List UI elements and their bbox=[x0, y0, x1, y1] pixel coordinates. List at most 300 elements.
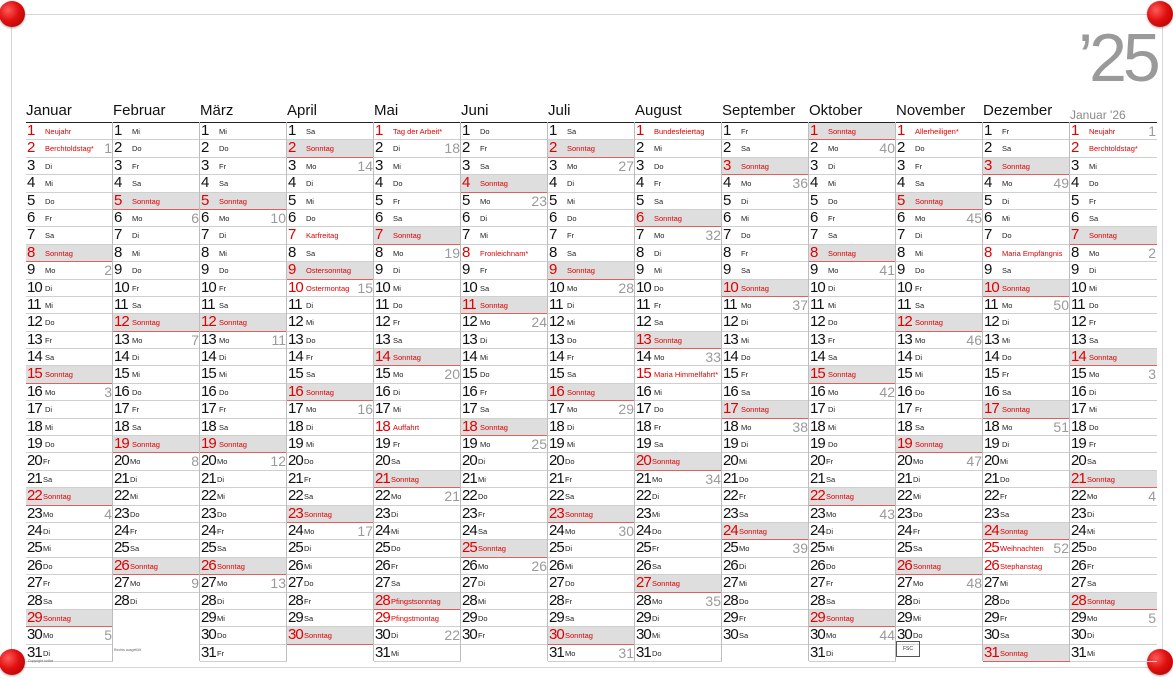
day-number: 10 bbox=[375, 279, 390, 296]
day-row bbox=[113, 401, 200, 418]
day-number: 17 bbox=[810, 401, 825, 418]
pin-top-left bbox=[0, 1, 25, 27]
weekday-label: Sa bbox=[304, 613, 314, 623]
day-number: 19 bbox=[201, 436, 216, 453]
week-number: 15 bbox=[357, 279, 373, 296]
weekday-label: Mi bbox=[306, 196, 314, 206]
day-row bbox=[809, 245, 896, 262]
weekday-label: Mo bbox=[915, 335, 926, 345]
day-number: 28 bbox=[549, 592, 564, 609]
weekday-label: Mi bbox=[1087, 648, 1095, 658]
weekday-label: Do bbox=[478, 613, 488, 623]
day-number: 18 bbox=[114, 418, 129, 435]
holiday-name: Sonntag bbox=[391, 474, 419, 484]
day-number: 6 bbox=[375, 209, 383, 226]
day-row bbox=[200, 540, 287, 557]
day-number: 3 bbox=[27, 157, 35, 174]
day-row bbox=[548, 523, 635, 540]
holiday-name: Sonntag bbox=[43, 613, 71, 623]
day-row bbox=[1070, 193, 1157, 210]
day-row bbox=[200, 558, 287, 575]
day-row bbox=[26, 262, 113, 279]
day-row bbox=[374, 645, 461, 662]
day-row bbox=[374, 401, 461, 418]
weekday-label: Di bbox=[565, 544, 573, 554]
day-number: 21 bbox=[288, 470, 303, 487]
holiday-name: Sonntag bbox=[45, 248, 73, 258]
day-number: 29 bbox=[462, 609, 477, 626]
day-number: 18 bbox=[636, 418, 651, 435]
day-row bbox=[635, 540, 722, 557]
day-number: 25 bbox=[375, 540, 390, 557]
holiday-name: Sonntag bbox=[828, 248, 856, 258]
day-number: 6 bbox=[984, 209, 992, 226]
day-number: 25 bbox=[636, 540, 651, 557]
weekday-label: Do bbox=[1087, 544, 1097, 554]
day-row bbox=[287, 593, 374, 610]
weekday-label: Fr bbox=[306, 353, 314, 363]
day-number: 25 bbox=[114, 540, 129, 557]
weekday-label: Sa bbox=[393, 213, 403, 223]
day-row bbox=[200, 453, 287, 470]
day-number: 18 bbox=[984, 418, 999, 435]
day-number: 19 bbox=[288, 436, 303, 453]
day-number: 22 bbox=[1071, 488, 1086, 505]
month-name: Juli bbox=[548, 102, 571, 119]
day-number: 16 bbox=[810, 383, 825, 400]
day-number: 1 bbox=[288, 123, 296, 139]
holiday-name: Sonntag bbox=[217, 561, 245, 571]
day-number: 12 bbox=[897, 314, 912, 331]
weekday-label: Fr bbox=[217, 648, 225, 658]
day-row bbox=[635, 453, 722, 470]
holiday-name: Sonntag bbox=[304, 509, 332, 519]
day-row bbox=[809, 384, 896, 401]
day-row bbox=[722, 593, 809, 610]
day-number: 9 bbox=[1071, 262, 1079, 279]
day-row bbox=[635, 175, 722, 192]
weekday-label: Mo bbox=[391, 492, 402, 502]
day-number: 30 bbox=[549, 627, 564, 644]
day-row bbox=[548, 193, 635, 210]
weekday-label: Mi bbox=[1002, 213, 1010, 223]
day-row bbox=[461, 540, 548, 557]
weekday-label: Di bbox=[913, 474, 921, 484]
day-row bbox=[287, 506, 374, 523]
day-row bbox=[374, 280, 461, 297]
column-separator bbox=[721, 122, 722, 661]
day-number: 25 bbox=[201, 540, 216, 557]
week-number: 51 bbox=[1053, 418, 1069, 435]
holiday-name: Sonntag bbox=[480, 179, 508, 189]
week-number: 27 bbox=[618, 157, 634, 174]
weekday-label: Di bbox=[826, 526, 834, 536]
day-number: 20 bbox=[636, 453, 651, 470]
day-row bbox=[722, 262, 809, 279]
weekday-label: Di bbox=[480, 213, 488, 223]
weekday-label: Sa bbox=[306, 127, 316, 136]
day-row bbox=[635, 349, 722, 366]
weekday-label: Di bbox=[652, 492, 660, 502]
weekday-label: Di bbox=[915, 231, 923, 241]
day-number: 20 bbox=[201, 453, 216, 470]
weekday-label: Sa bbox=[1000, 509, 1010, 519]
day-number: 19 bbox=[462, 436, 477, 453]
day-row bbox=[113, 349, 200, 366]
day-row bbox=[548, 332, 635, 349]
day-number: 15 bbox=[201, 366, 216, 383]
day-row bbox=[113, 227, 200, 244]
day-number: 22 bbox=[462, 488, 477, 505]
day-row bbox=[26, 193, 113, 210]
weekday-label: Fr bbox=[828, 213, 836, 223]
month-column bbox=[287, 101, 374, 661]
day-row bbox=[461, 297, 548, 314]
day-number: 28 bbox=[810, 592, 825, 609]
holiday-name: Sonntag bbox=[913, 561, 941, 571]
weekday-label: Mi bbox=[393, 405, 401, 415]
weekday-label: Do bbox=[565, 579, 575, 589]
day-number: 24 bbox=[723, 522, 738, 539]
day-number: 29 bbox=[375, 609, 390, 626]
week-number: 52 bbox=[1053, 540, 1069, 557]
weekday-label: Fr bbox=[828, 335, 836, 345]
weekday-label: Fr bbox=[219, 405, 227, 415]
weekday-label: Mo bbox=[565, 648, 576, 658]
day-number: 17 bbox=[114, 401, 129, 418]
day-row bbox=[374, 436, 461, 453]
day-number: 1 bbox=[462, 123, 470, 139]
day-number: 14 bbox=[549, 349, 564, 366]
day-row bbox=[113, 314, 200, 331]
day-number: 17 bbox=[27, 401, 42, 418]
day-row bbox=[200, 314, 287, 331]
column-separator bbox=[460, 122, 461, 661]
weekday-label: Sa bbox=[43, 474, 53, 484]
day-number: 27 bbox=[636, 575, 651, 592]
holiday-name: Sonntag bbox=[1087, 474, 1115, 484]
day-number: 24 bbox=[984, 522, 999, 539]
weekday-label: Mi bbox=[1087, 526, 1095, 536]
weekday-label: Di bbox=[393, 387, 401, 397]
day-number: 20 bbox=[27, 453, 42, 470]
day-row bbox=[635, 140, 722, 157]
week-number: 5 bbox=[104, 627, 112, 644]
day-number: 19 bbox=[375, 436, 390, 453]
weekday-label: Mo bbox=[654, 231, 665, 241]
day-row bbox=[896, 297, 983, 314]
column-separator bbox=[286, 122, 287, 661]
weekday-label: Sa bbox=[1002, 144, 1012, 154]
holiday-name: Sonntag bbox=[567, 266, 595, 276]
day-row bbox=[896, 280, 983, 297]
day-row bbox=[1070, 575, 1157, 592]
weekday-label: Fr bbox=[654, 179, 662, 189]
day-number: 5 bbox=[201, 192, 209, 209]
day-row bbox=[635, 297, 722, 314]
weekday-label: Fr bbox=[565, 474, 573, 484]
day-row bbox=[113, 540, 200, 557]
weekday-label: Mi bbox=[391, 526, 399, 536]
day-row bbox=[374, 175, 461, 192]
day-number: 30 bbox=[810, 627, 825, 644]
day-row bbox=[983, 262, 1070, 279]
week-number: 16 bbox=[357, 401, 373, 418]
day-row bbox=[461, 280, 548, 297]
weekday-label: Do bbox=[652, 526, 662, 536]
day-number: 1 bbox=[1071, 123, 1079, 139]
day-row bbox=[1070, 332, 1157, 349]
week-number: 43 bbox=[879, 505, 895, 522]
day-number: 16 bbox=[1071, 383, 1086, 400]
day-number: 28 bbox=[1071, 592, 1086, 609]
day-number: 17 bbox=[375, 401, 390, 418]
day-row bbox=[26, 558, 113, 575]
holiday-name: Sonntag bbox=[1089, 353, 1117, 363]
weekday-label: Mo bbox=[393, 248, 404, 258]
day-row bbox=[635, 332, 722, 349]
day-number: 28 bbox=[462, 592, 477, 609]
weekday-label: Fr bbox=[219, 161, 227, 171]
day-row bbox=[809, 314, 896, 331]
day-number: 10 bbox=[897, 279, 912, 296]
day-number: 5 bbox=[1071, 192, 1079, 209]
day-number: 14 bbox=[375, 349, 390, 366]
day-number: 12 bbox=[810, 314, 825, 331]
day-number: 22 bbox=[201, 488, 216, 505]
day-row bbox=[983, 280, 1070, 297]
week-number: 48 bbox=[966, 575, 982, 592]
holiday-name: Pfingstmontag bbox=[391, 613, 439, 623]
day-number: 23 bbox=[636, 505, 651, 522]
day-row bbox=[809, 558, 896, 575]
weekday-label: Fr bbox=[567, 231, 575, 241]
day-number: 24 bbox=[201, 522, 216, 539]
month-name: September bbox=[722, 102, 796, 119]
weekday-label: Mi bbox=[826, 544, 834, 554]
day-number: 2 bbox=[462, 140, 470, 157]
day-row bbox=[287, 488, 374, 505]
day-row bbox=[200, 627, 287, 644]
day-number: 1 bbox=[810, 123, 818, 139]
day-row bbox=[374, 210, 461, 227]
day-row bbox=[26, 523, 113, 540]
day-row bbox=[548, 610, 635, 627]
weekday-label: Do bbox=[304, 457, 314, 467]
day-row bbox=[983, 366, 1070, 383]
day-number: 17 bbox=[462, 401, 477, 418]
weekday-label: Do bbox=[652, 648, 662, 658]
day-number: 26 bbox=[810, 557, 825, 574]
day-row bbox=[287, 227, 374, 244]
day-row bbox=[896, 123, 983, 140]
weekday-label: Do bbox=[393, 300, 403, 310]
holiday-name: Sonntag bbox=[915, 318, 943, 328]
footer-note: Rechts ausgefüllt bbox=[114, 648, 141, 652]
weekday-label: Mo bbox=[130, 579, 141, 589]
holiday-name: Sonntag bbox=[826, 613, 854, 623]
weekday-label: Sa bbox=[1087, 579, 1097, 589]
day-row bbox=[896, 401, 983, 418]
weekday-label: Mi bbox=[43, 544, 51, 554]
weekday-label: Fr bbox=[393, 318, 401, 328]
week-number: 13 bbox=[270, 575, 286, 592]
day-row bbox=[461, 210, 548, 227]
day-number: 26 bbox=[984, 557, 999, 574]
day-row bbox=[287, 419, 374, 436]
day-number: 14 bbox=[114, 349, 129, 366]
day-number: 17 bbox=[201, 401, 216, 418]
day-number: 2 bbox=[810, 140, 818, 157]
day-number: 4 bbox=[897, 175, 905, 192]
day-number: 7 bbox=[984, 227, 992, 244]
day-row bbox=[113, 140, 200, 157]
day-row bbox=[809, 645, 896, 662]
day-row bbox=[896, 384, 983, 401]
day-row bbox=[722, 558, 809, 575]
weekday-label: Di bbox=[45, 283, 53, 293]
weekday-label: Fr bbox=[45, 335, 53, 345]
day-number: 23 bbox=[114, 505, 129, 522]
day-row bbox=[287, 540, 374, 557]
holiday-name: Fronleichnam* bbox=[480, 248, 529, 258]
day-number: 22 bbox=[636, 488, 651, 505]
holiday-name: Sonntag bbox=[565, 631, 593, 641]
day-row bbox=[809, 175, 896, 192]
week-number: 49 bbox=[1053, 175, 1069, 192]
day-number: 14 bbox=[462, 349, 477, 366]
day-row bbox=[809, 280, 896, 297]
holiday-name: Sonntag bbox=[652, 457, 680, 467]
day-number: 30 bbox=[636, 627, 651, 644]
weekday-label: Sa bbox=[480, 405, 490, 415]
weekday-label: Fr bbox=[391, 561, 399, 571]
day-row bbox=[635, 210, 722, 227]
day-number: 12 bbox=[201, 314, 216, 331]
day-number: 11 bbox=[288, 296, 302, 313]
weekday-label: Do bbox=[1002, 353, 1012, 363]
day-number: 15 bbox=[288, 366, 303, 383]
day-number: 14 bbox=[27, 349, 42, 366]
day-number: 7 bbox=[375, 227, 383, 244]
weekday-label: Di bbox=[391, 509, 399, 519]
weekday-label: Mi bbox=[1000, 579, 1008, 589]
day-number: 6 bbox=[1071, 209, 1079, 226]
day-list bbox=[548, 122, 635, 662]
weekday-label: Fr bbox=[739, 613, 747, 623]
day-row bbox=[722, 401, 809, 418]
day-row bbox=[26, 575, 113, 592]
weekday-label: Di bbox=[45, 161, 53, 171]
weekday-label: Di bbox=[393, 144, 401, 154]
weekday-label: Do bbox=[132, 144, 142, 154]
week-number: 50 bbox=[1053, 296, 1069, 313]
weekday-label: Do bbox=[306, 335, 316, 345]
weekday-label: Do bbox=[306, 213, 316, 223]
day-row bbox=[983, 349, 1070, 366]
day-number: 19 bbox=[810, 436, 825, 453]
week-number: 31 bbox=[618, 644, 634, 661]
month-column bbox=[548, 101, 635, 661]
weekday-label: Sa bbox=[826, 596, 836, 606]
day-row bbox=[26, 175, 113, 192]
day-row bbox=[113, 332, 200, 349]
weekday-label: Mi bbox=[45, 300, 53, 310]
day-number: 3 bbox=[462, 157, 470, 174]
day-number: 17 bbox=[1071, 401, 1086, 418]
day-row bbox=[722, 436, 809, 453]
holiday-name: Sonntag bbox=[828, 370, 856, 380]
day-number: 5 bbox=[636, 192, 644, 209]
day-row bbox=[200, 610, 287, 627]
day-row bbox=[287, 627, 374, 644]
week-number: 25 bbox=[531, 436, 547, 453]
day-row bbox=[461, 245, 548, 262]
weekday-label: Do bbox=[567, 213, 577, 223]
day-number: 29 bbox=[27, 609, 42, 626]
day-row bbox=[1070, 280, 1157, 297]
day-row bbox=[635, 123, 722, 140]
day-row bbox=[983, 593, 1070, 610]
day-row bbox=[548, 627, 635, 644]
month-name: Februar bbox=[113, 102, 166, 119]
day-row bbox=[113, 575, 200, 592]
day-number: 10 bbox=[1071, 279, 1086, 296]
day-number: 24 bbox=[114, 522, 129, 539]
month-column bbox=[635, 101, 722, 661]
day-number: 17 bbox=[636, 401, 651, 418]
day-number: 22 bbox=[114, 488, 129, 505]
day-number: 19 bbox=[114, 436, 129, 453]
day-number: 22 bbox=[375, 488, 390, 505]
weekday-label: Sa bbox=[567, 127, 577, 136]
day-number: 4 bbox=[1071, 175, 1079, 192]
weekday-label: Do bbox=[826, 561, 836, 571]
day-number: 30 bbox=[984, 627, 999, 644]
day-number: 18 bbox=[549, 418, 564, 435]
day-number: 14 bbox=[636, 349, 651, 366]
day-row bbox=[26, 436, 113, 453]
weekday-label: Do bbox=[219, 266, 229, 276]
day-row bbox=[722, 175, 809, 192]
weekday-label: Mo bbox=[306, 405, 317, 415]
day-row bbox=[200, 210, 287, 227]
day-row bbox=[722, 366, 809, 383]
day-number: 3 bbox=[897, 157, 905, 174]
day-row bbox=[461, 384, 548, 401]
day-number: 30 bbox=[897, 627, 912, 644]
weekday-label: Mo bbox=[478, 561, 489, 571]
weekday-label: Sa bbox=[1087, 457, 1097, 467]
weekday-label: Do bbox=[480, 370, 490, 380]
day-row bbox=[1070, 158, 1157, 175]
day-number: 11 bbox=[723, 296, 737, 313]
day-row bbox=[809, 488, 896, 505]
day-number: 30 bbox=[201, 627, 216, 644]
day-number: 10 bbox=[288, 279, 303, 296]
day-number: 28 bbox=[984, 592, 999, 609]
weekday-label: Di bbox=[219, 353, 227, 363]
weekday-label: Mi bbox=[132, 248, 140, 258]
day-row bbox=[896, 523, 983, 540]
weekday-label: Mi bbox=[652, 631, 660, 641]
day-number: 27 bbox=[984, 575, 999, 592]
day-list bbox=[722, 122, 809, 645]
month-column bbox=[374, 101, 461, 661]
day-number: 31 bbox=[984, 644, 999, 661]
holiday-name: Sonntag bbox=[652, 579, 680, 589]
day-number: 14 bbox=[288, 349, 303, 366]
